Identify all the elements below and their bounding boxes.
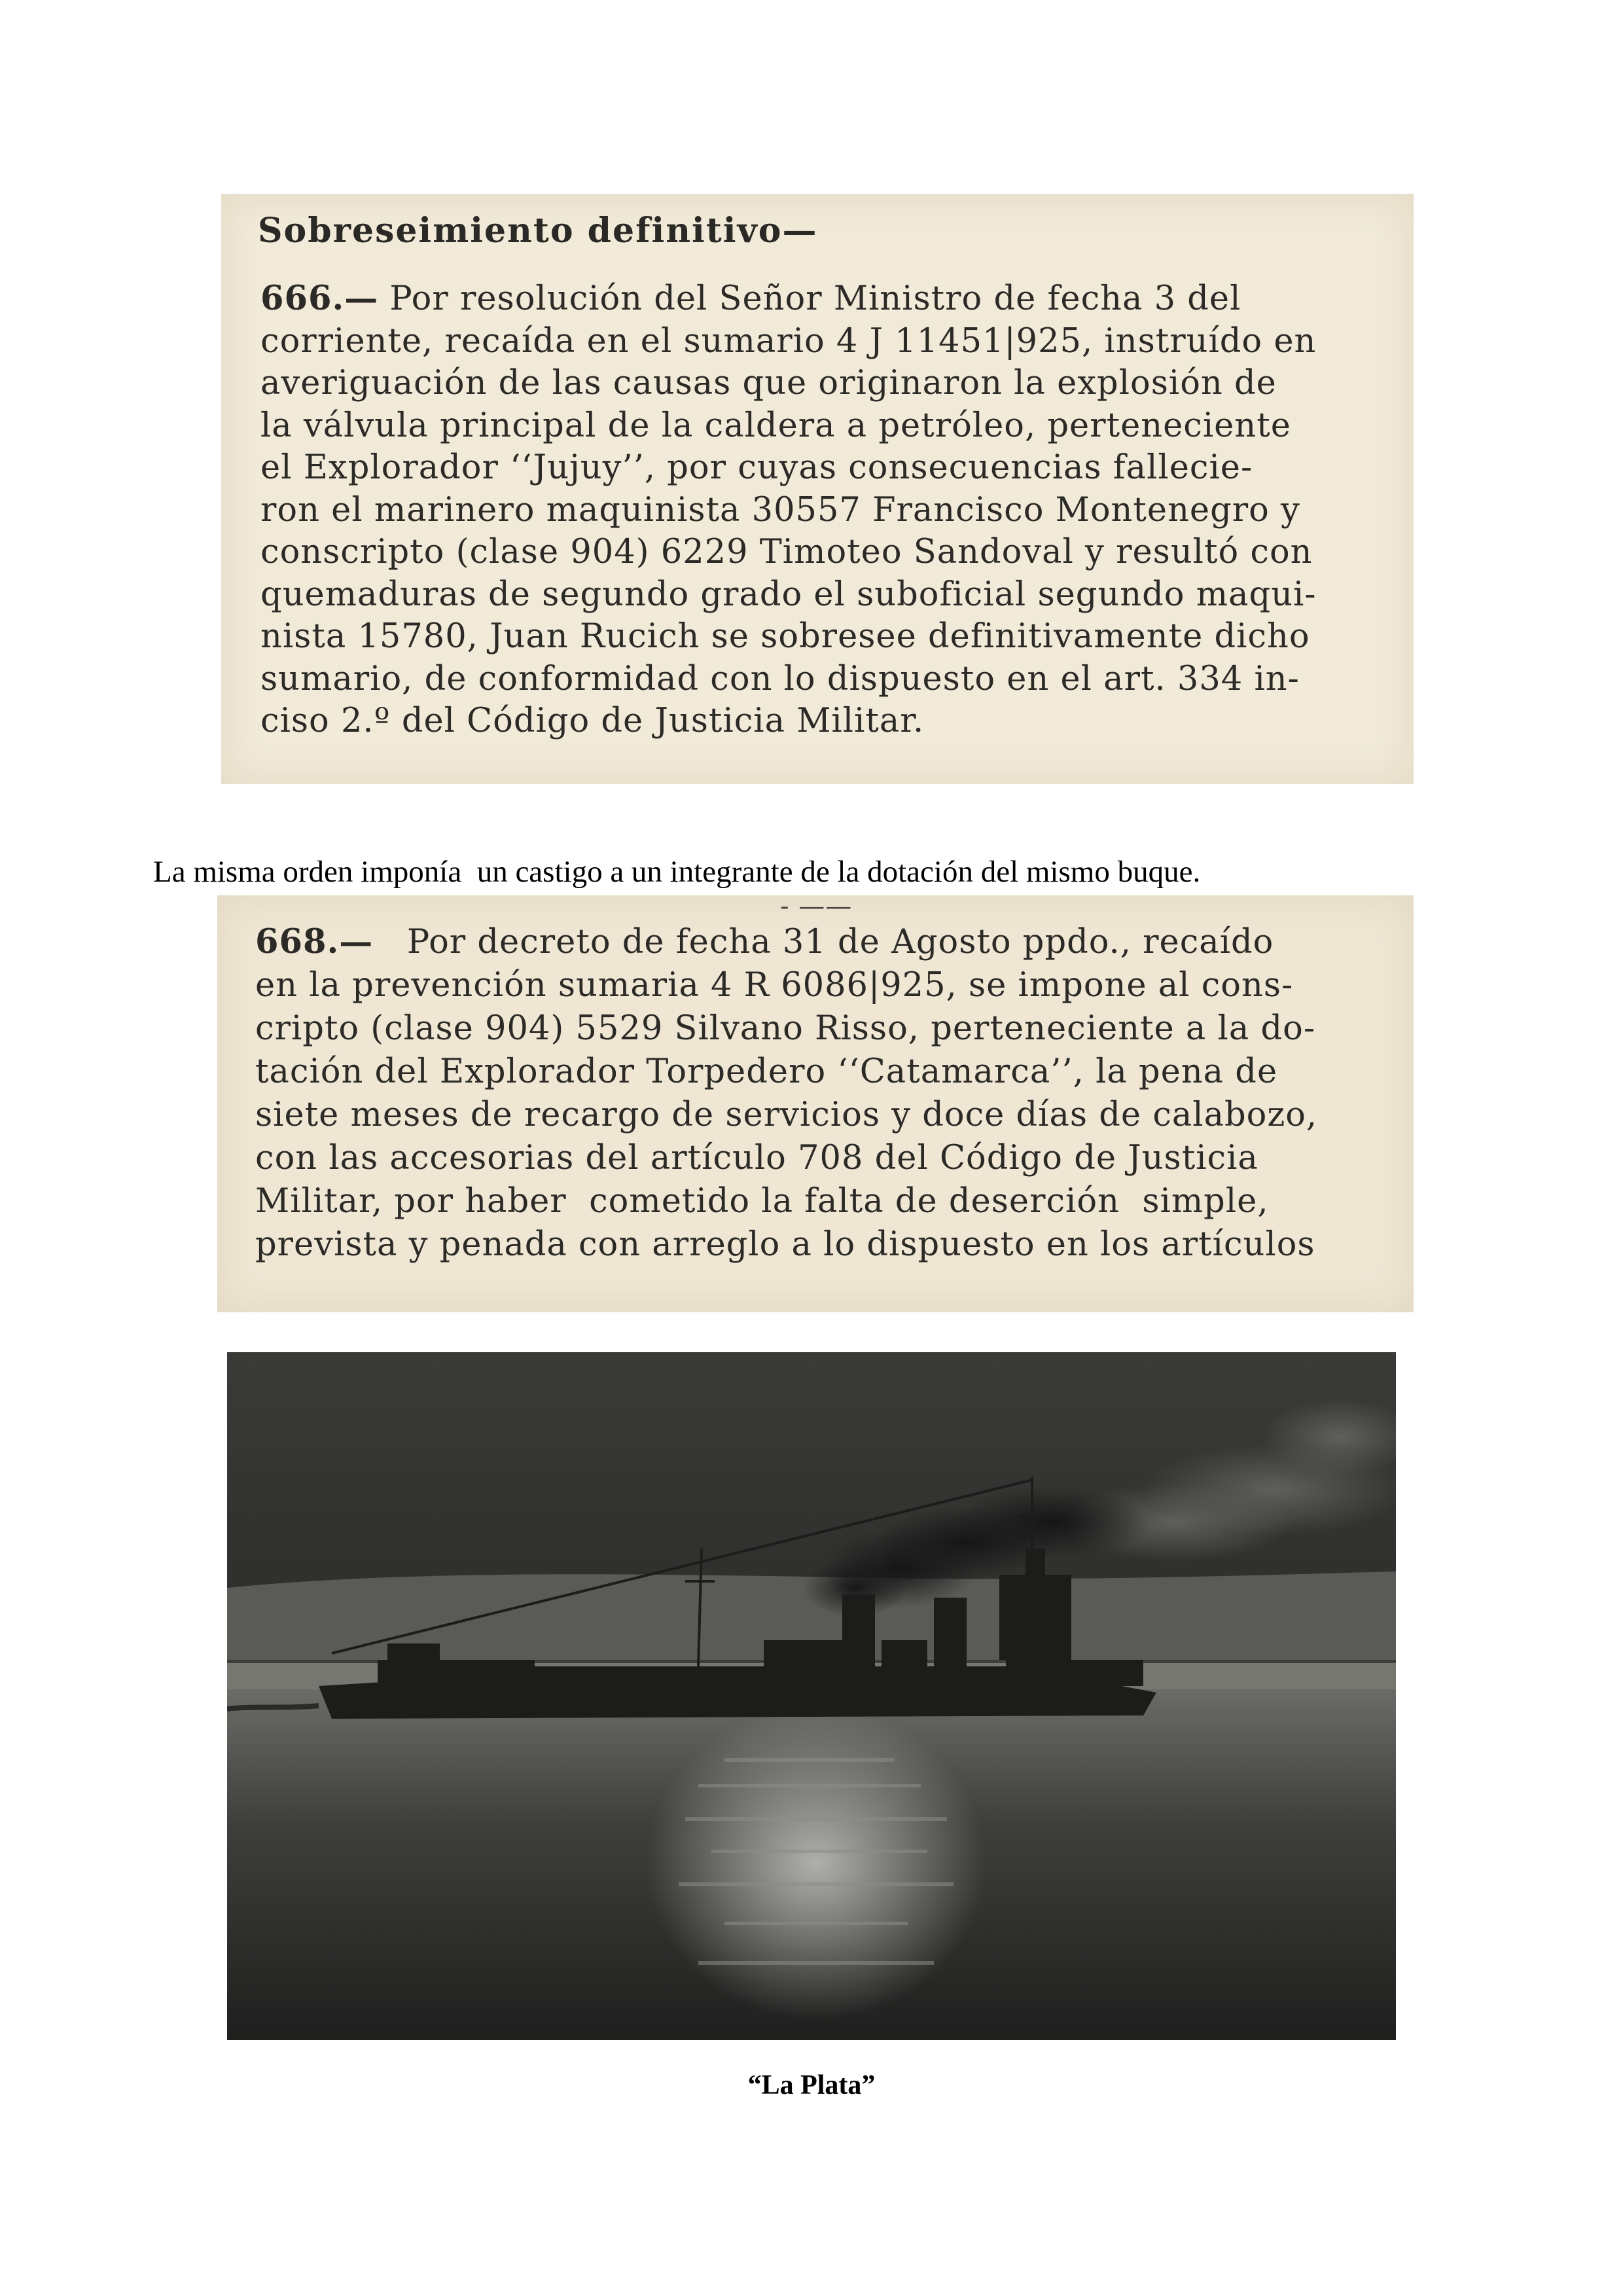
text-line: tación del Explorador Torpedero ‘‘Catamarca’’, la pena de	[255, 1052, 1278, 1091]
caption-text: La misma orden imponía un castigo a un integrante de la dotación del mismo buque.	[153, 855, 1201, 889]
photo-caption: “La Plata”	[747, 2070, 876, 2100]
text-line: en la prevención sumaria 4 R 6086|925, se impone al cons-	[255, 966, 1294, 1005]
clipping-666-text	[260, 278, 1317, 743]
text-line: prevista y penada con arreglo a lo dispuesto en los artículos	[255, 1225, 1315, 1264]
scanned-clipping-668	[217, 891, 1414, 1312]
text-line: el Explorador ‘‘Jujuy’’, por cuyas consecuencias fallecie-	[260, 448, 1253, 487]
clipping-668-text	[255, 920, 1317, 1266]
text-line: nista 15780, Juan Rucich se sobresee definitivamente dicho	[260, 617, 1310, 656]
text-line: sumario, de conformidad con lo dispuesto en el art. 334 in-	[260, 659, 1300, 698]
text-line: ciso 2.º del Código de Justicia Militar.	[260, 702, 925, 740]
clipping-dash: - ——	[780, 891, 853, 922]
warship-photo	[227, 1352, 1396, 2040]
text-line: siete meses de recargo de servicios y doce días de calabozo,	[255, 1096, 1318, 1134]
text-line: averiguación de las causas que originaron la explosión de	[260, 364, 1277, 403]
text-line: la válvula principal de la caldera a petróleo, perteneciente	[260, 406, 1291, 445]
text-line: corriente, recaída en el sumario 4 J 11451|925, instruído en	[260, 321, 1317, 361]
text-line: Militar, por haber cometido la falta de deserción simple,	[255, 1182, 1269, 1221]
text-line: conscripto (clase 904) 6229 Timoteo Sandoval y resultó con	[260, 533, 1313, 571]
item-number: 668.—	[255, 922, 374, 961]
scanned-clipping-666	[221, 194, 1414, 784]
clipping-heading: Sobreseimiento definitivo—	[258, 211, 818, 251]
text-line: quemaduras de segundo grado el suboficial segundo maqui-	[260, 575, 1317, 614]
text-line: 666.— Por resolución del Señor Ministro de fecha 3 del	[260, 279, 1241, 318]
text-line: con las accesorias del artículo 708 del Código de Justicia	[255, 1139, 1258, 1177]
text-line: cripto (clase 904) 5529 Silvano Risso, perteneciente a la do-	[255, 1009, 1316, 1048]
text-line: 668.— Por decreto de fecha 31 de Agosto ppdo., recaído	[255, 922, 1274, 961]
text-line: ron el marinero maquinista 30557 Francisco Montenegro y	[260, 490, 1300, 529]
item-number: 666.—	[260, 279, 379, 318]
